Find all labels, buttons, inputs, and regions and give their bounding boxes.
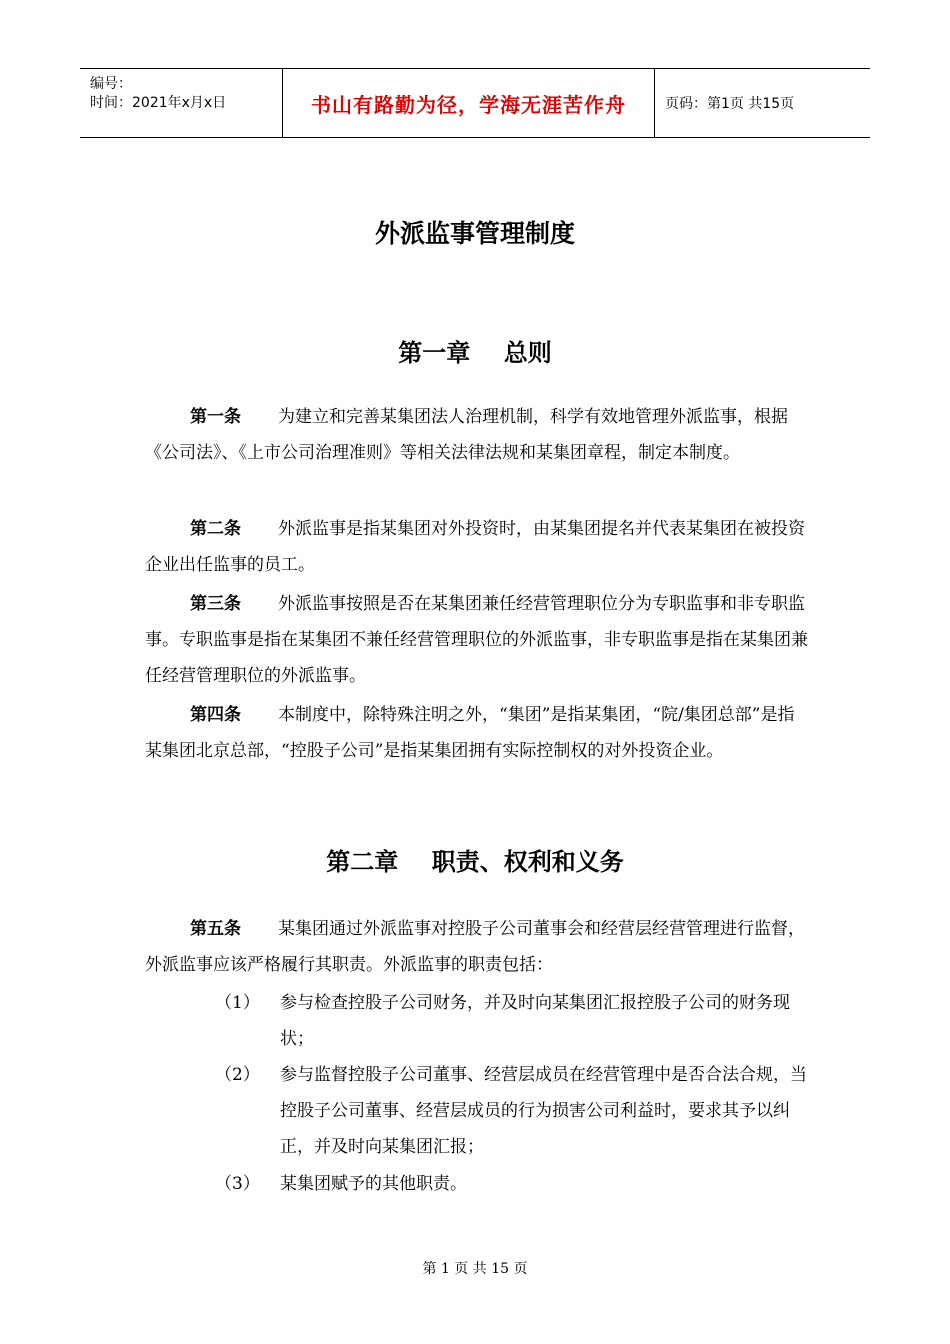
article-text: 某集团通过外派监事对控股子公司董事会和经营层经营管理进行监督，外派监事应该严格履行其职责。外派监事的职责包括： [145, 919, 805, 975]
article-label: 第一条 [190, 407, 241, 427]
duty-item-number: （1） [215, 993, 260, 1013]
duty-item-number: （2） [215, 1065, 260, 1085]
article-1 [145, 399, 810, 471]
chapter-heading-2: 第二章 职责、权利和义务 [326, 848, 624, 876]
document-number-label: 编号： [90, 76, 132, 92]
article-5 [145, 911, 810, 983]
duty-item-1 [215, 985, 815, 1057]
duty-item-text: 某集团赋予的其他职责。 [280, 1174, 467, 1194]
article-text: 外派监事是指某集团对外投资时，由某集团提名并代表某集团在被投资企业出任监事的员工。 [145, 519, 805, 575]
article-label: 第二条 [190, 519, 241, 539]
duty-item-text: 参与检查控股子公司财务，并及时向某集团汇报控股子公司的财务现状； [280, 993, 790, 1049]
page-header [80, 68, 870, 138]
duty-item-number: （3） [215, 1174, 260, 1194]
header-motto-cell [282, 69, 655, 137]
article-2 [145, 511, 810, 583]
article-3 [145, 586, 810, 694]
duty-item-2 [215, 1057, 815, 1165]
article-label: 第五条 [190, 919, 241, 939]
header-page-info: 页码：第1页 共15页 [665, 96, 795, 112]
article-label: 第三条 [190, 594, 241, 614]
document-time-label: 时间：2021年x月x日 [90, 95, 227, 111]
article-text: 外派监事按照是否在某集团兼任经营管理职位分为专职监事和非专职监事。专职监事是指在某集团不兼任经营管理职位的外派监事，非专职监事是指在某集团兼任经营管理职位的外派监事。 [145, 594, 808, 686]
article-text: 本制度中，除特殊注明之外，“集团”是指某集团，“院/集团总部”是指某集团北京总部，“控股子公司”是指某集团拥有实际控制权的对外投资企业。 [145, 705, 795, 761]
article-label: 第四条 [190, 705, 241, 725]
document-title: 外派监事管理制度 [374, 219, 575, 248]
chapter-heading-1: 第一章 总则 [398, 339, 552, 367]
article-text: 为建立和完善某集团法人治理机制，科学有效地管理外派监事，根据《公司法》、《上市公司治理准则》等相关法律法规和某集团章程，制定本制度。 [145, 407, 788, 463]
duty-item-3 [215, 1166, 815, 1202]
article-4 [145, 697, 810, 769]
page-footer: 第 1 页 共 15 页 [422, 1261, 528, 1277]
duty-item-text: 参与监督控股子公司董事、经营层成员在经营管理中是否合法合规，当控股子公司董事、经营层成员的行为损害公司利益时，要求其予以纠正，并及时向某集团汇报； [280, 1065, 807, 1157]
header-meta [80, 69, 282, 137]
header-motto: 书山有路勤为径，学海无涯苦作舟 [311, 92, 626, 117]
